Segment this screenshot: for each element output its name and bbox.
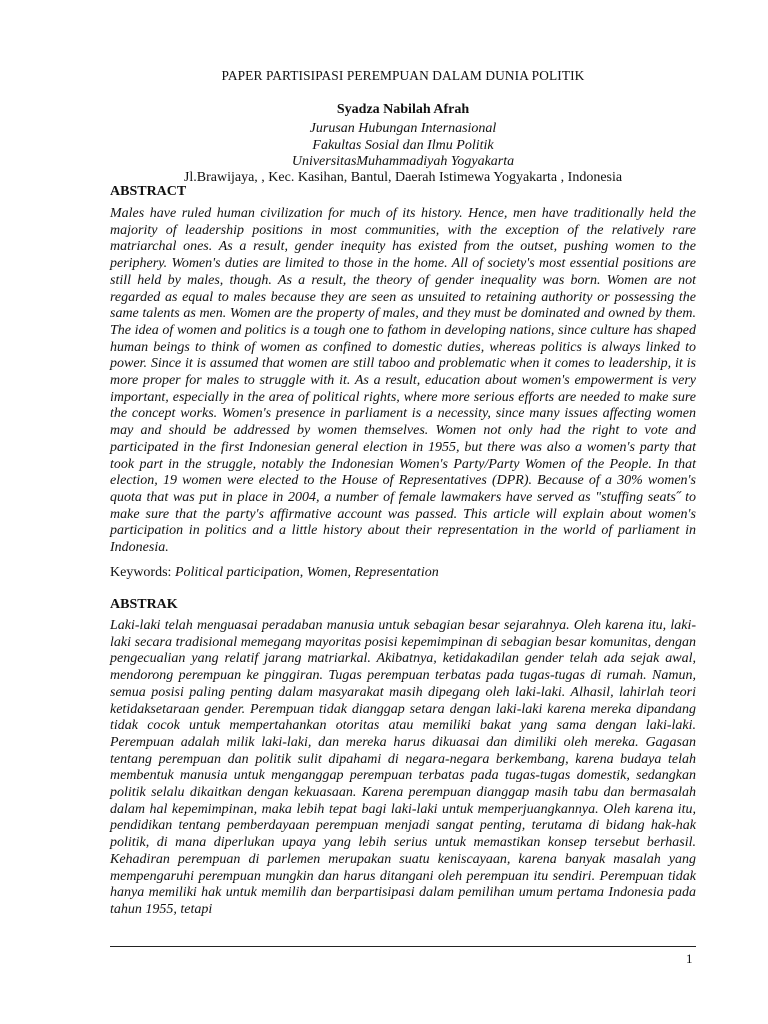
affiliation-university: UniversitasMuhammadiyah Yogyakarta <box>291 154 515 169</box>
affiliation-faculty: Fakultas Sosial dan Ilmu Politik <box>312 138 494 153</box>
abstract-body: Males have ruled human civilization for much of its history. Hence, men have traditionally held the majority of leadership positions in most communities, with the exception of the relatively rare matriarchal ones. As a result, gender inequity has existed from the outset, pushing women to the periphery. Women's duties are limited to those in the home. All of society's most essential positions are still held by males, though. As a result, the theory of gender inequality was born. Women are not regarded as equal to males because they are seen as unsuited to retaining authority or possessing the same talents as men. Women are the property of males, and they must be dominated and owned by them. The idea of women and politics is a tough one to fathom in developing nations, since culture has shaped human beings to think of women as confined to domestic duties, whereas politics is always linked to power. Since it is assumed that women are still taboo and problematic when it comes to leadership, it is more proper for males to struggle with it. As a result, education about women's empowerment is very important, especially in the area of political rights, where more serious efforts are needed to make sure the concept works. Women's presence in parliament is a necessity, since many issues affecting women may and should be addressed by women themselves. Women not only had the right to vote and participated in the first Indonesian general election in 1955, but there was also a women's party that took part in the struggle, notably the Indonesian Women's Party/Party Women of the People. In that election, 19 women were elected to the House of Representatives (DPR). Because of a 30% women's quota that was put in place in 2004, a number of female lawmakers have served as "stuffing seats˝ to make sure that the party's affirmative account was passed. This article will explain about women's participation in politics and a little history about their representation in the world of parliament in Indonesia. <box>110 206 696 556</box>
footer-rule <box>110 946 696 947</box>
keywords-label: Keywords: <box>110 565 172 580</box>
abstract-heading: ABSTRACT <box>110 184 187 199</box>
abstrak-body: Laki-laki telah menguasai peradaban manusia untuk sebagian besar sejarahnya. Oleh karena itu, laki-laki secara tradisional memegang mayoritas posisi kepemimpinan di sebagian besar komunitas, dengan pengecualian yang relatif jarang matriarkal. Akibatnya, ketidakadilan gender telah ada sejak awal, mendorong perempuan ke pinggiran. Tugas perempuan terbatas pada tugas-tugas di rumah. Namun, semua posisi paling penting dalam masyarakat masih dipegang oleh laki-laki. Alhasil, lahirlah teori ketidaksetaraan gender. Perempuan tidak dianggap setara dengan laki-laki karena mereka dipandang tidak cocok untuk mempertahankan otoritas atau memiliki bakat yang sama dengan laki-laki. Perempuan adalah milik laki-laki, dan mereka harus dikuasai dan dimiliki oleh mereka. Gagasan tentang perempuan dan politik sulit dipahami di negara-negara berkembang, karena budaya telah membentuk manusia untuk menganggap perempuan terbatas pada tugas-tugas domestik, sedangkan politik selalu dikaitkan dengan kekuasaan. Karena perempuan dianggap masih tabu dan bermasalah dalam hal kepemimpinan, maka lebih tepat bagi laki-laki untuk memperjuangkannya. Oleh karena itu, pendidikan tentang pemberdayaan perempuan menjadi sangat penting, terutama di bidang hak-hak politik, di mana diperlukan upaya yang lebih serius untuk memastikan konsep tersebut berhasil. Kehadiran perempuan di parlemen merupakan suatu keniscayaan, karena banyak masalah yang mempengaruhi perempuan mungkin dan harus ditangani oleh perempuan itu sendiri. Perempuan tidak hanya memiliki hak untuk memilih dan berpartisipasi dalam pemilihan umum pertama Indonesia pada tahun 1955, tetapi <box>110 618 696 917</box>
keywords-text: Political participation, Women, Representation <box>174 565 439 580</box>
affiliation-department: Jurusan Hubungan Internasional <box>309 121 497 136</box>
paper-title: PAPER PARTISIPASI PEREMPUAN DALAM DUNIA POLITIK <box>221 68 585 83</box>
page-number: 1 <box>686 951 693 966</box>
author-name: Syadza Nabilah Afrah <box>336 102 470 117</box>
abstrak-heading: ABSTRAK <box>110 597 178 612</box>
affiliation-address: Jl.Brawijaya, , Kec. Kasihan, Bantul, Daerah Istimewa Yogyakarta , Indonesia <box>183 170 623 185</box>
keywords-line <box>110 565 439 581</box>
